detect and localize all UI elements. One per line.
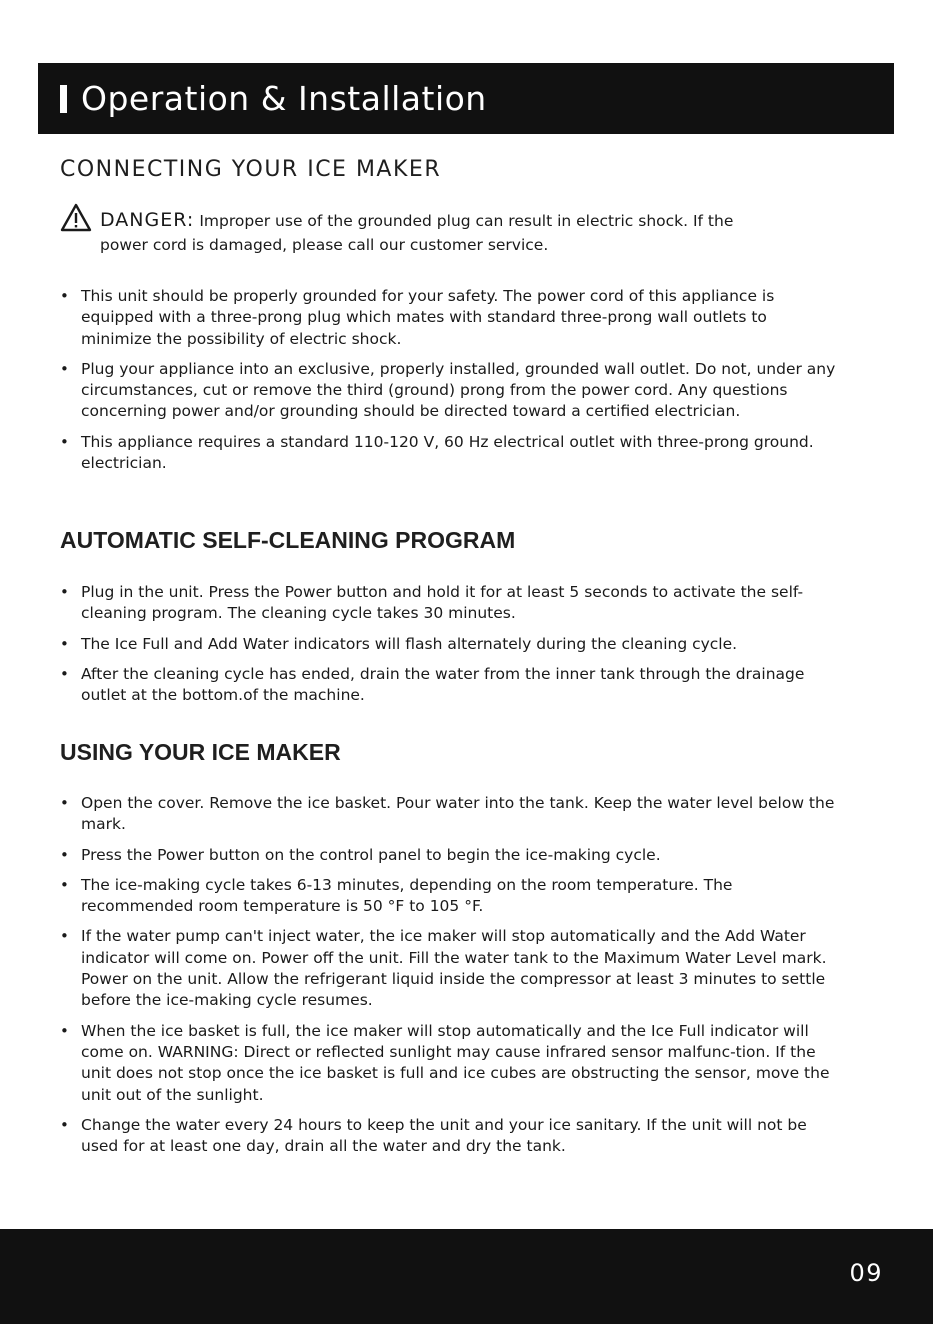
- page-number: 09: [849, 1259, 883, 1287]
- list-item: • Plug in the unit. Press the Power button and hold it for at least 5 seconds to activate the self-cleaning program. The cleaning cycle takes 30 minutes.: [60, 583, 804, 623]
- bullet-icon: •: [60, 583, 69, 601]
- bullet-icon: •: [60, 1021, 69, 1040]
- self-cleaning-list: [60, 582, 840, 715]
- list-item: • The Ice Full and Add Water indicators will flash alternately during the cleaning cycle.: [60, 634, 840, 655]
- footer-bar: [0, 1229, 933, 1324]
- list-item: • Change the water every 24 hours to keep the unit and your ice sanitary. If the unit will not be used for at least one day, drain all the water and dry the tank.: [60, 1115, 807, 1156]
- danger-text: Improper use of the grounded plug can result in electric shock. If the: [199, 212, 734, 230]
- list-item: • This appliance requires a standard 110-120 V, 60 Hz electrical outlet with three-prong ground. electrician.: [60, 432, 814, 473]
- bullet-icon: •: [60, 1115, 69, 1134]
- section-title-self-cleaning: AUTOMATIC SELF-CLEANING PROGRAM: [60, 527, 516, 553]
- section-title-connecting: CONNECTING YOUR ICE MAKER: [60, 157, 442, 182]
- list-item: • This unit should be properly grounded for your safety. The power cord of this appliance is equipped with a three-prong plug which mates with standard three-prong wall outlets to minimize the possibility of electric shock.: [60, 287, 775, 348]
- list-item: • When the ice basket is full, the ice maker will stop automatically and the Ice Full indicator will come on. WARNING: Direct or reflected sunlight may cause infrared sensor malfunc-tion. If the unit does not stop once the ice basket is full and ice cubes are obstructing the sensor, move the unit out of the sunlight.: [60, 1021, 830, 1104]
- page-title: Operation & Installation: [81, 79, 487, 118]
- danger-text-continued: power cord is damaged, please call our customer service.: [100, 236, 549, 254]
- list-item: • The ice-making cycle takes 6-13 minutes, depending on the room temperature. The recommended room temperature is 50 °F to 105 °F.: [60, 875, 733, 916]
- bullet-icon: •: [60, 432, 69, 451]
- list-item: • After the cleaning cycle has ended, drain the water from the inner tank through the drainage outlet at the bottom.of the machine.: [60, 664, 805, 705]
- list-item: • Open the cover. Remove the ice basket. Pour water into the tank. Keep the water level below the mark.: [60, 794, 835, 834]
- bullet-icon: •: [60, 794, 69, 812]
- bullet-icon: •: [60, 927, 69, 946]
- list-item: • Plug your appliance into an exclusive, properly installed, grounded wall outlet. Do not, under any circumstances, cut or remove the third (ground) prong from the power cord. Any questions concerning power and/or grounding should be directed toward a certified electrician.: [60, 359, 836, 421]
- header-bar: [38, 63, 894, 134]
- header-accent-mark: [60, 85, 67, 113]
- bullet-icon: •: [60, 875, 69, 894]
- connecting-list: [60, 286, 840, 483]
- bullet-icon: •: [60, 845, 69, 864]
- warning-triangle-icon: [60, 203, 92, 233]
- list-item: • Press the Power button on the control panel to begin the ice-making cycle.: [60, 845, 840, 866]
- bullet-icon: •: [60, 664, 69, 683]
- list-item: • If the water pump can't inject water, the ice maker will stop automatically and the Add Water indicator will come on. Power off the unit. Fill the water tank to the Maximum Water Level mark. Power on the unit. Allow the refrigerant liquid inside the compressor at least 3 minutes to settle before the ice-making cycle resumes.: [60, 927, 827, 1010]
- bullet-icon: •: [60, 634, 69, 653]
- section-title-using: USING YOUR ICE MAKER: [60, 739, 341, 765]
- using-list: [60, 793, 840, 1166]
- danger-label: DANGER:: [100, 209, 195, 231]
- bullet-icon: •: [60, 287, 69, 305]
- bullet-icon: •: [60, 359, 69, 378]
